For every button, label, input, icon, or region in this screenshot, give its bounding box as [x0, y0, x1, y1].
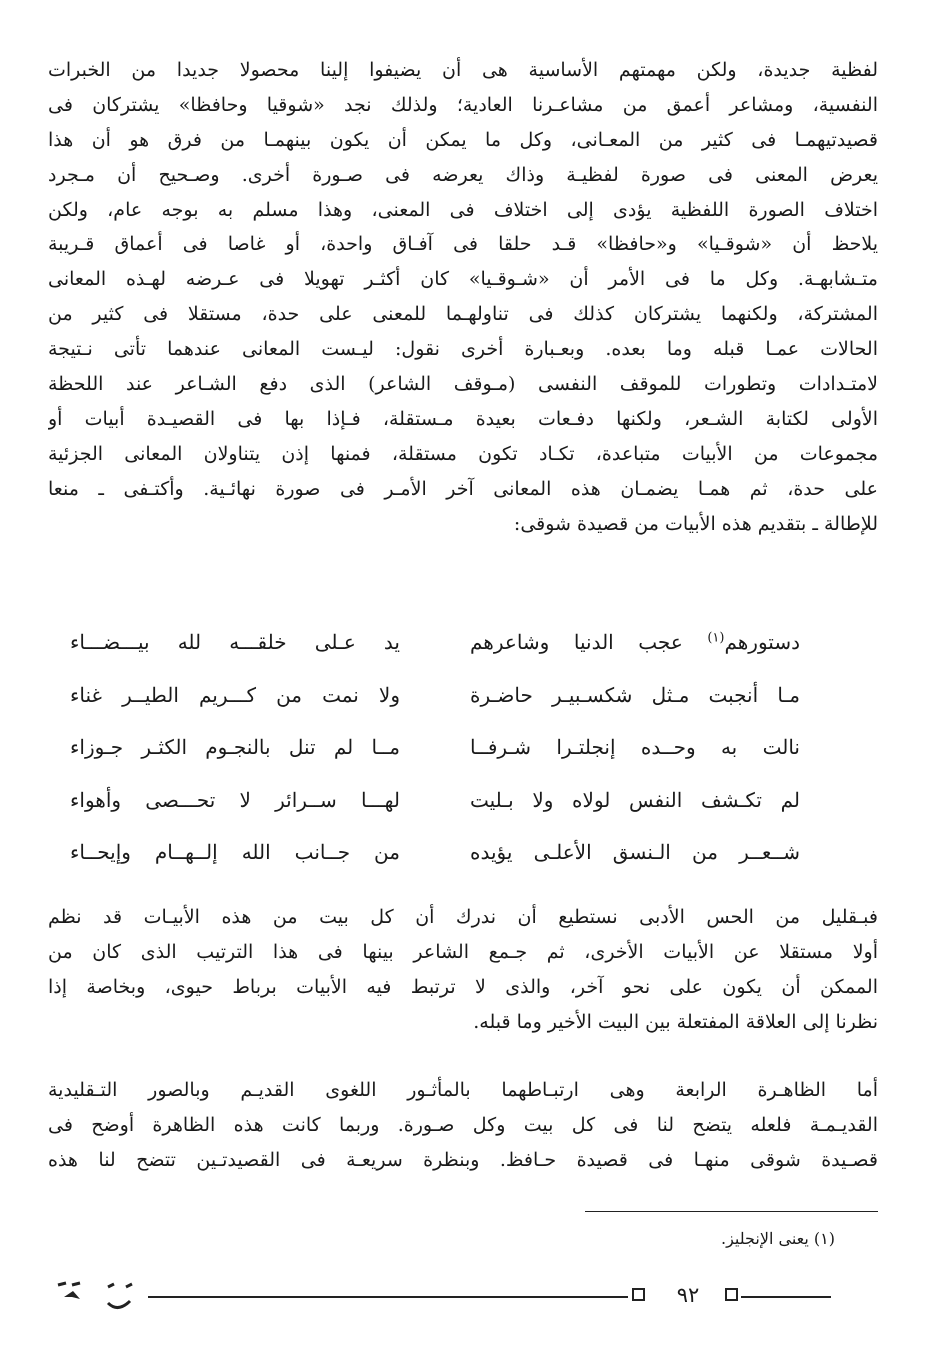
page-number: ٩٢ [676, 1283, 700, 1307]
paragraph-top [48, 53, 878, 541]
paragraph-bottom [48, 1073, 878, 1178]
footnote-ref: (١) [707, 630, 725, 646]
footer-rule [741, 1296, 831, 1298]
text-line: يعرض المعنى فى صورة لفظيـة وذاك يعرضه فى صـورة أخرى. وصـحيح أن مـجرد [48, 163, 878, 186]
text-line: القديـمـة فلعله يتضح لنا فى كل بيت وكل صـورة. وربما كانت هذه الظاهرة أوضح فى [48, 1113, 878, 1136]
text-line: الممكن أن يكون على نحو آخر، والذى لا ترتبط فيه الأبيات برباط حيوى، وبخاصة إذا [48, 975, 878, 998]
text-line: اختلاف الصورة اللفظية يؤدى إلى اختلاف فى المعنى، وهذا مسلم به بوجه عام، ولكن [48, 198, 878, 221]
poem-verse [60, 727, 810, 780]
text-line: لامتـدادات وتطورات للموقف النفسى (مـوقف الشاعر) الذى دفع الشـاعر عند اللحظة [48, 373, 878, 396]
verse-second-hemistich: لهـــا ســرائر لا تحـــصى وأهواء [70, 787, 400, 812]
verse-first-hemistich: دستورهم$^{(١)}$ عجب الدنيا وشاعرهم [470, 630, 800, 654]
text-line: متـشابهـة. وكل ما فى الأمر أن «شـوقـيا» كان أكثـر تهويلا فى عـرضه لهـذه المعانى [48, 268, 878, 291]
verse-first-hemistich: شــعــر من الـنسق الأعلـى يؤيده [470, 840, 800, 864]
verse-first-hemistich: مـا أنجبت مـثل شكسـبيـر حاضـرة [470, 682, 800, 707]
text-line: مجموعات من الأبيات متباعدة، تكـاد تكون مستقلة، فمنها إذن يتناولان المعانى الجزئية [48, 442, 878, 465]
page-footer [0, 1275, 926, 1325]
text-line: قصيدتيهمـا فى كثير من المعـانى، وكل ما يمكن أن يكون بينهمـا من فرق هو أن هذا [48, 128, 878, 151]
poem-verse [60, 675, 810, 728]
footer-box [632, 1288, 645, 1301]
text-line: لفظية جديدة، ولكن مهمتهم الأساسية هى أن يضيفوا إلينا محصولا جديدا من الخبرات [48, 59, 878, 81]
ornament-icon [50, 1275, 145, 1325]
verse-second-hemistich: من جــانب الله إلــهــام وإيحــاء [70, 840, 400, 864]
footer-box [725, 1288, 738, 1301]
text-line: النفسية، ومشاعر أعمق من مشاعـرنا العادية؛ ولذلك نجد «شوقيا وحافظا» يشتركان فى [48, 93, 878, 116]
text-line: على حدة، ثم همـا يضمـان هذه المعانى آخر الأمـر فى صورة نهائـية. وأكتـفى ـ منعا [48, 477, 878, 500]
text-line: المشتركة، ولكنهما يشتركان كذلك فى تناولهـما للمعنى على حدة، مستقلا فى كثير من [48, 303, 878, 326]
paragraph-middle [48, 900, 878, 1040]
verse-second-hemistich: ولا نمت من كـــريم الطيــر غناء [70, 682, 400, 707]
verse-second-hemistich: يد عـلى خلقـــه لله بيـــضـــاء [70, 630, 400, 654]
text-line: يلاحظ أن «شوقـيا» و«حافظا» قـد حلقا فى آفـاق واحدة، أو غاصا فى أعماق قـريبة [48, 233, 878, 256]
footnote: (١) يعنى الإنجليز. [721, 1229, 835, 1248]
text-line: أولا مستقلا عن الأبيات الأخرى، ثم جـمع الشاعر بينها فى هذا الترتيب الذى كان من [48, 940, 878, 963]
footer-rule [148, 1296, 628, 1298]
text-line: الحالات عمـا قبله وما بعده. وبعـبارة أخرى نقول: ليـست المعانى عندهما تأتى نـتيجة [48, 338, 878, 361]
text-line: أما الظاهـرة الرابعة وهى ارتبـاطهما بالمأثـور اللغوى القديـم وبالصور التـقليدية [48, 1079, 878, 1101]
text-line: فبـقليل من الحس الأدبى نستطيع أن ندرك أن كل بيت من هذه الأبيـات قد نظم [48, 906, 878, 928]
poem-verse [60, 622, 810, 675]
text-line: للإطالة ـ بتقديم هذه الأبيات من قصيدة شوقى: [513, 512, 878, 535]
footnote-divider [585, 1211, 878, 1212]
text-line: الأولى لكتابة الشـعر، ولكنها دفـعات بعيدة مـستقلة، فـإذا بها فى القصيـدة أبيات أو [48, 407, 878, 430]
text-line: نظرنا إلى العلاقة المفتعلة بين البيت الأخير وما قبله. [473, 1010, 878, 1033]
verse-second-hemistich: مــا لم تنل بالنجـوم الكثـر جـوزاء [70, 735, 400, 759]
verse-first-hemistich: نالت به وحــده إنجلتـرا شـرفــا [470, 735, 800, 759]
verse-first-hemistich: لم تكـشف النفس لولاه ولا بـليت [470, 787, 800, 812]
poem-verse [60, 832, 810, 885]
poem [60, 622, 810, 885]
text-line: قصـيدة شوقى منهـا فى قصيدة حـافظ. وبنظرة سريعـة فى القصيدتـين تتضح لنا هذه [48, 1148, 878, 1171]
poem-verse [60, 780, 810, 833]
